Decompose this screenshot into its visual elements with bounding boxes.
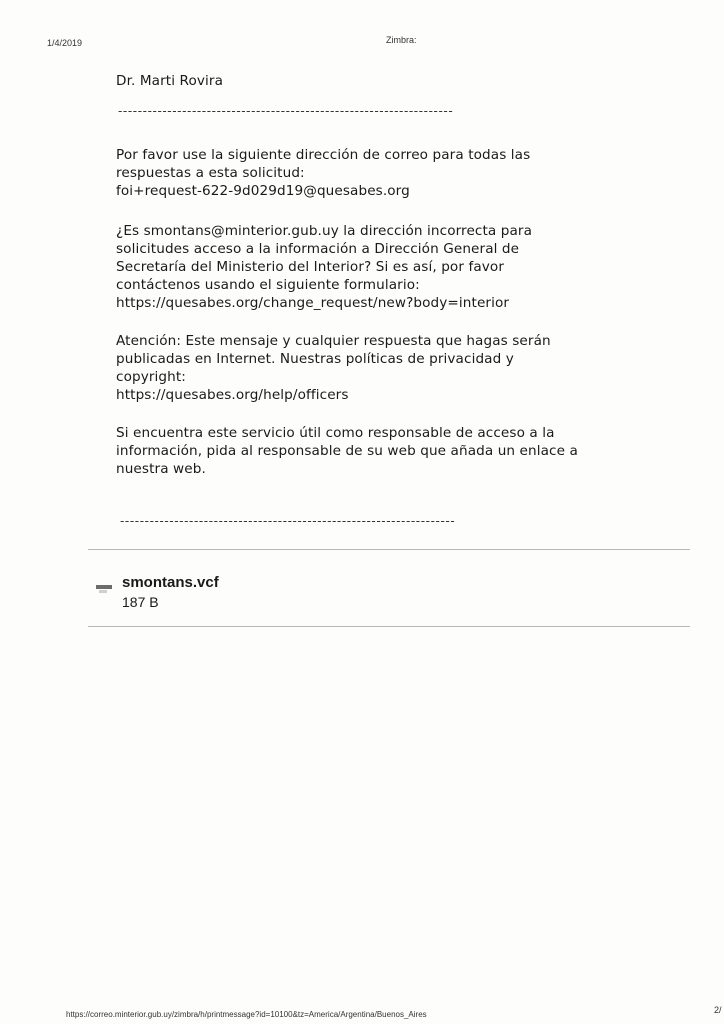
paragraph-line: Si encuentra este servicio útil como responsable de acceso a la [116,425,555,441]
paragraph-line: ¿Es smontans@minterior.gub.uy la dirección incorrecta para [116,223,533,239]
paragraph-line: respuestas a esta solicitud: [116,165,305,181]
paragraph-line: solicitudes acceso a la información a Dirección General de [116,241,520,257]
attachment-divider-bottom [88,626,690,627]
paragraph-line: copyright: [116,369,186,385]
greeting: Dr. Marti Rovira [116,73,224,89]
paragraph-wrong-address [116,222,532,312]
separator-top: -------------------------------------------------------------------- [118,104,454,118]
footer-url: https://correo.minterior.gub.uy/zimbra/h/printmessage?id=10100&tz=America/Argentina/Buenos_Aires [66,1010,427,1019]
paragraph-line: información, pida al responsable de su web que añada un enlace a [116,443,578,459]
footer-page-number: 2/ [714,1005,722,1015]
separator-bottom: -------------------------------------------------------------------- [120,514,456,528]
attachment-file-icon [96,580,114,594]
paragraph-line: publicadas en Internet. Nuestras políticas de privacidad y [116,351,514,367]
attachment-name-link[interactable]: smontans.vcf [122,574,219,591]
paragraph-reply-address [116,146,530,200]
paragraph-line: contáctenos usando el siguiente formulario: [116,277,420,293]
paragraph-line: Secretaría del Ministerio del Interior? Si es así, por favor [116,259,505,275]
paragraph-line: Por favor use la siguiente dirección de correo para todas las [116,147,531,163]
change-request-link: https://quesabes.org/change_request/new?body=interior [116,295,510,311]
attachment-divider-top [88,549,690,550]
reply-email-address: foi+request-622-9d029d19@quesabes.org [116,183,410,199]
paragraph-notice [116,332,551,404]
paragraph-line: nuestra web. [116,461,206,477]
print-title: Zimbra: [386,35,417,45]
attachment-size: 187 B [122,594,159,610]
paragraph-service [116,424,578,478]
print-date: 1/4/2019 [47,38,83,48]
paragraph-line: Atención: Este mensaje y cualquier respuesta que hagas serán [116,333,551,349]
officers-help-link: https://quesabes.org/help/officers [116,387,349,403]
